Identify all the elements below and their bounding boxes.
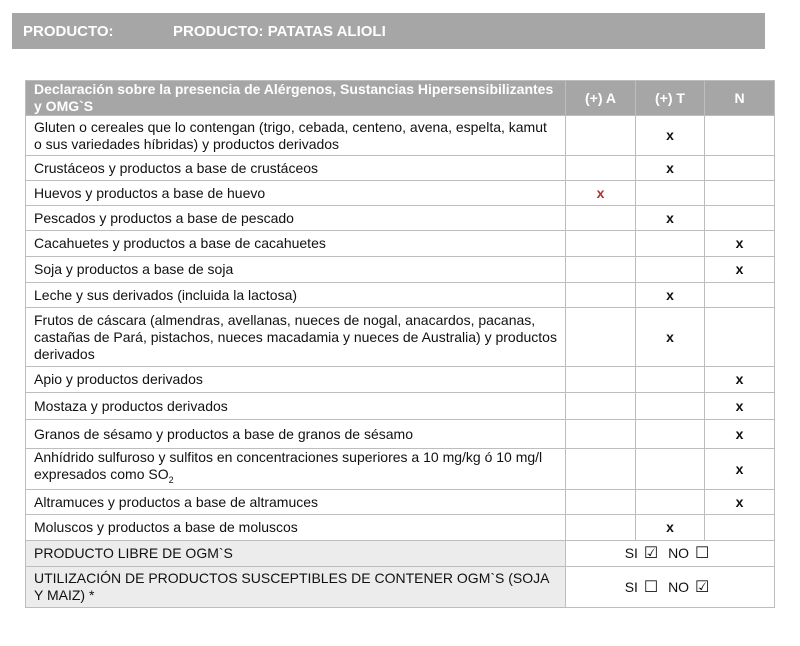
gmo-usage-row: [26, 567, 775, 608]
row-label: Gluten o cereales que lo contengan (trigo, cebada, centeno, avena, espelta, kamut o sus variedades híbridas) y productos derivados: [26, 116, 566, 156]
si-label: SI: [624, 545, 638, 561]
mark-n: x: [705, 231, 775, 257]
mark-t: [636, 393, 705, 420]
no-label: NO: [668, 545, 690, 561]
no-checkbox-checked-icon[interactable]: ☑: [694, 578, 710, 596]
mark-a: x: [566, 181, 636, 206]
row-label-main: Anhídrido sulfuroso y sulfitos en concentraciones superiores a 10 mg/kg ó 10 mg/l expresados como SO: [34, 449, 543, 483]
si-checkbox-checked-icon[interactable]: ☑: [643, 545, 659, 562]
mark-t: [636, 231, 705, 257]
mark-t: [636, 490, 705, 515]
gmo-free-label: PRODUCTO LIBRE DE OGM`S: [26, 541, 566, 567]
mark-n: [705, 181, 775, 206]
si-label: SI: [624, 578, 638, 595]
mark-n: x: [705, 490, 775, 515]
product-header-bar: [12, 13, 765, 49]
mark-t: x: [636, 515, 705, 541]
mark-a: [566, 116, 636, 156]
mark-t: [636, 420, 705, 449]
table-row: [26, 231, 775, 257]
mark-n: [705, 308, 775, 367]
mark-n: x: [705, 367, 775, 393]
table-row: [26, 420, 775, 449]
mark-a: [566, 206, 636, 231]
product-name: PRODUCTO: PATATAS ALIOLI: [173, 22, 386, 40]
mark-n: x: [705, 257, 775, 283]
table-row: [26, 116, 775, 156]
mark-n: [705, 156, 775, 181]
mark-a: [566, 490, 636, 515]
product-label: PRODUCTO:: [23, 22, 114, 40]
mark-t: x: [636, 156, 705, 181]
table-row: [26, 393, 775, 420]
mark-n: x: [705, 449, 775, 490]
table-row: [26, 206, 775, 231]
mark-t: [636, 367, 705, 393]
mark-a: [566, 367, 636, 393]
mark-t: [636, 181, 705, 206]
row-label: Altramuces y productos a base de altramuces: [26, 490, 566, 515]
header-col-n: N: [705, 81, 775, 116]
row-label: Pescados y productos a base de pescado: [26, 206, 566, 231]
mark-t: x: [636, 206, 705, 231]
mark-a: [566, 231, 636, 257]
mark-a: [566, 515, 636, 541]
mark-t: x: [636, 308, 705, 367]
mark-a: [566, 283, 636, 308]
mark-t: x: [636, 116, 705, 156]
row-label: Leche y sus derivados (incluida la lactosa): [26, 283, 566, 308]
mark-n: [705, 116, 775, 156]
row-label: Granos de sésamo y productos a base de granos de sésamo: [26, 420, 566, 449]
row-label: Huevos y productos a base de huevo: [26, 181, 566, 206]
table-row: [26, 181, 775, 206]
row-label: Apio y productos derivados: [26, 367, 566, 393]
row-label-subscript: 2: [168, 474, 174, 485]
mark-t: [636, 449, 705, 490]
mark-a: [566, 449, 636, 490]
allergen-table: [25, 80, 775, 608]
mark-t: x: [636, 283, 705, 308]
mark-n: x: [705, 420, 775, 449]
table-row: [26, 515, 775, 541]
header-col-t: (+) T: [636, 81, 705, 116]
mark-a: [566, 308, 636, 367]
row-label: Soja y productos a base de soja: [26, 257, 566, 283]
row-label: Mostaza y productos derivados: [26, 393, 566, 420]
table-header-row: [26, 81, 775, 116]
row-label: Frutos de cáscara (almendras, avellanas, nueces de nogal, anacardos, pacanas, castañas de Pará, pistachos, nueces macadamia y nueces de Australia) y productos derivados: [26, 308, 566, 367]
gmo-usage-label: UTILIZACIÓN DE PRODUCTOS SUSCEPTIBLES DE CONTENER OGM`S (SOJA Y MAIZ) *: [26, 567, 566, 608]
table-row: [26, 367, 775, 393]
header-col-a: (+) A: [566, 81, 636, 116]
mark-a: [566, 156, 636, 181]
mark-n: [705, 283, 775, 308]
table-row: [26, 449, 775, 490]
no-label: NO: [668, 578, 690, 595]
mark-a: [566, 420, 636, 449]
mark-a: [566, 393, 636, 420]
row-label: Moluscos y productos a base de moluscos: [26, 515, 566, 541]
row-label: [26, 449, 566, 490]
header-description: Declaración sobre la presencia de Alérgenos, Sustancias Hipersensibilizantes y OMG`S: [26, 81, 566, 116]
gmo-usage-choice: [566, 567, 775, 608]
gmo-free-row: [26, 541, 775, 567]
si-checkbox-icon[interactable]: ☐: [643, 578, 659, 596]
table-row: [26, 156, 775, 181]
table-row: [26, 490, 775, 515]
gmo-free-choice: [566, 541, 775, 567]
row-label: Cacahuetes y productos a base de cacahuetes: [26, 231, 566, 257]
mark-a: [566, 257, 636, 283]
mark-n: x: [705, 393, 775, 420]
mark-t: [636, 257, 705, 283]
mark-n: [705, 515, 775, 541]
table-row: [26, 308, 775, 367]
mark-n: [705, 206, 775, 231]
table-row: [26, 257, 775, 283]
table-row: [26, 283, 775, 308]
row-label: Crustáceos y productos a base de crustáceos: [26, 156, 566, 181]
no-checkbox-icon[interactable]: ☐: [694, 545, 710, 562]
